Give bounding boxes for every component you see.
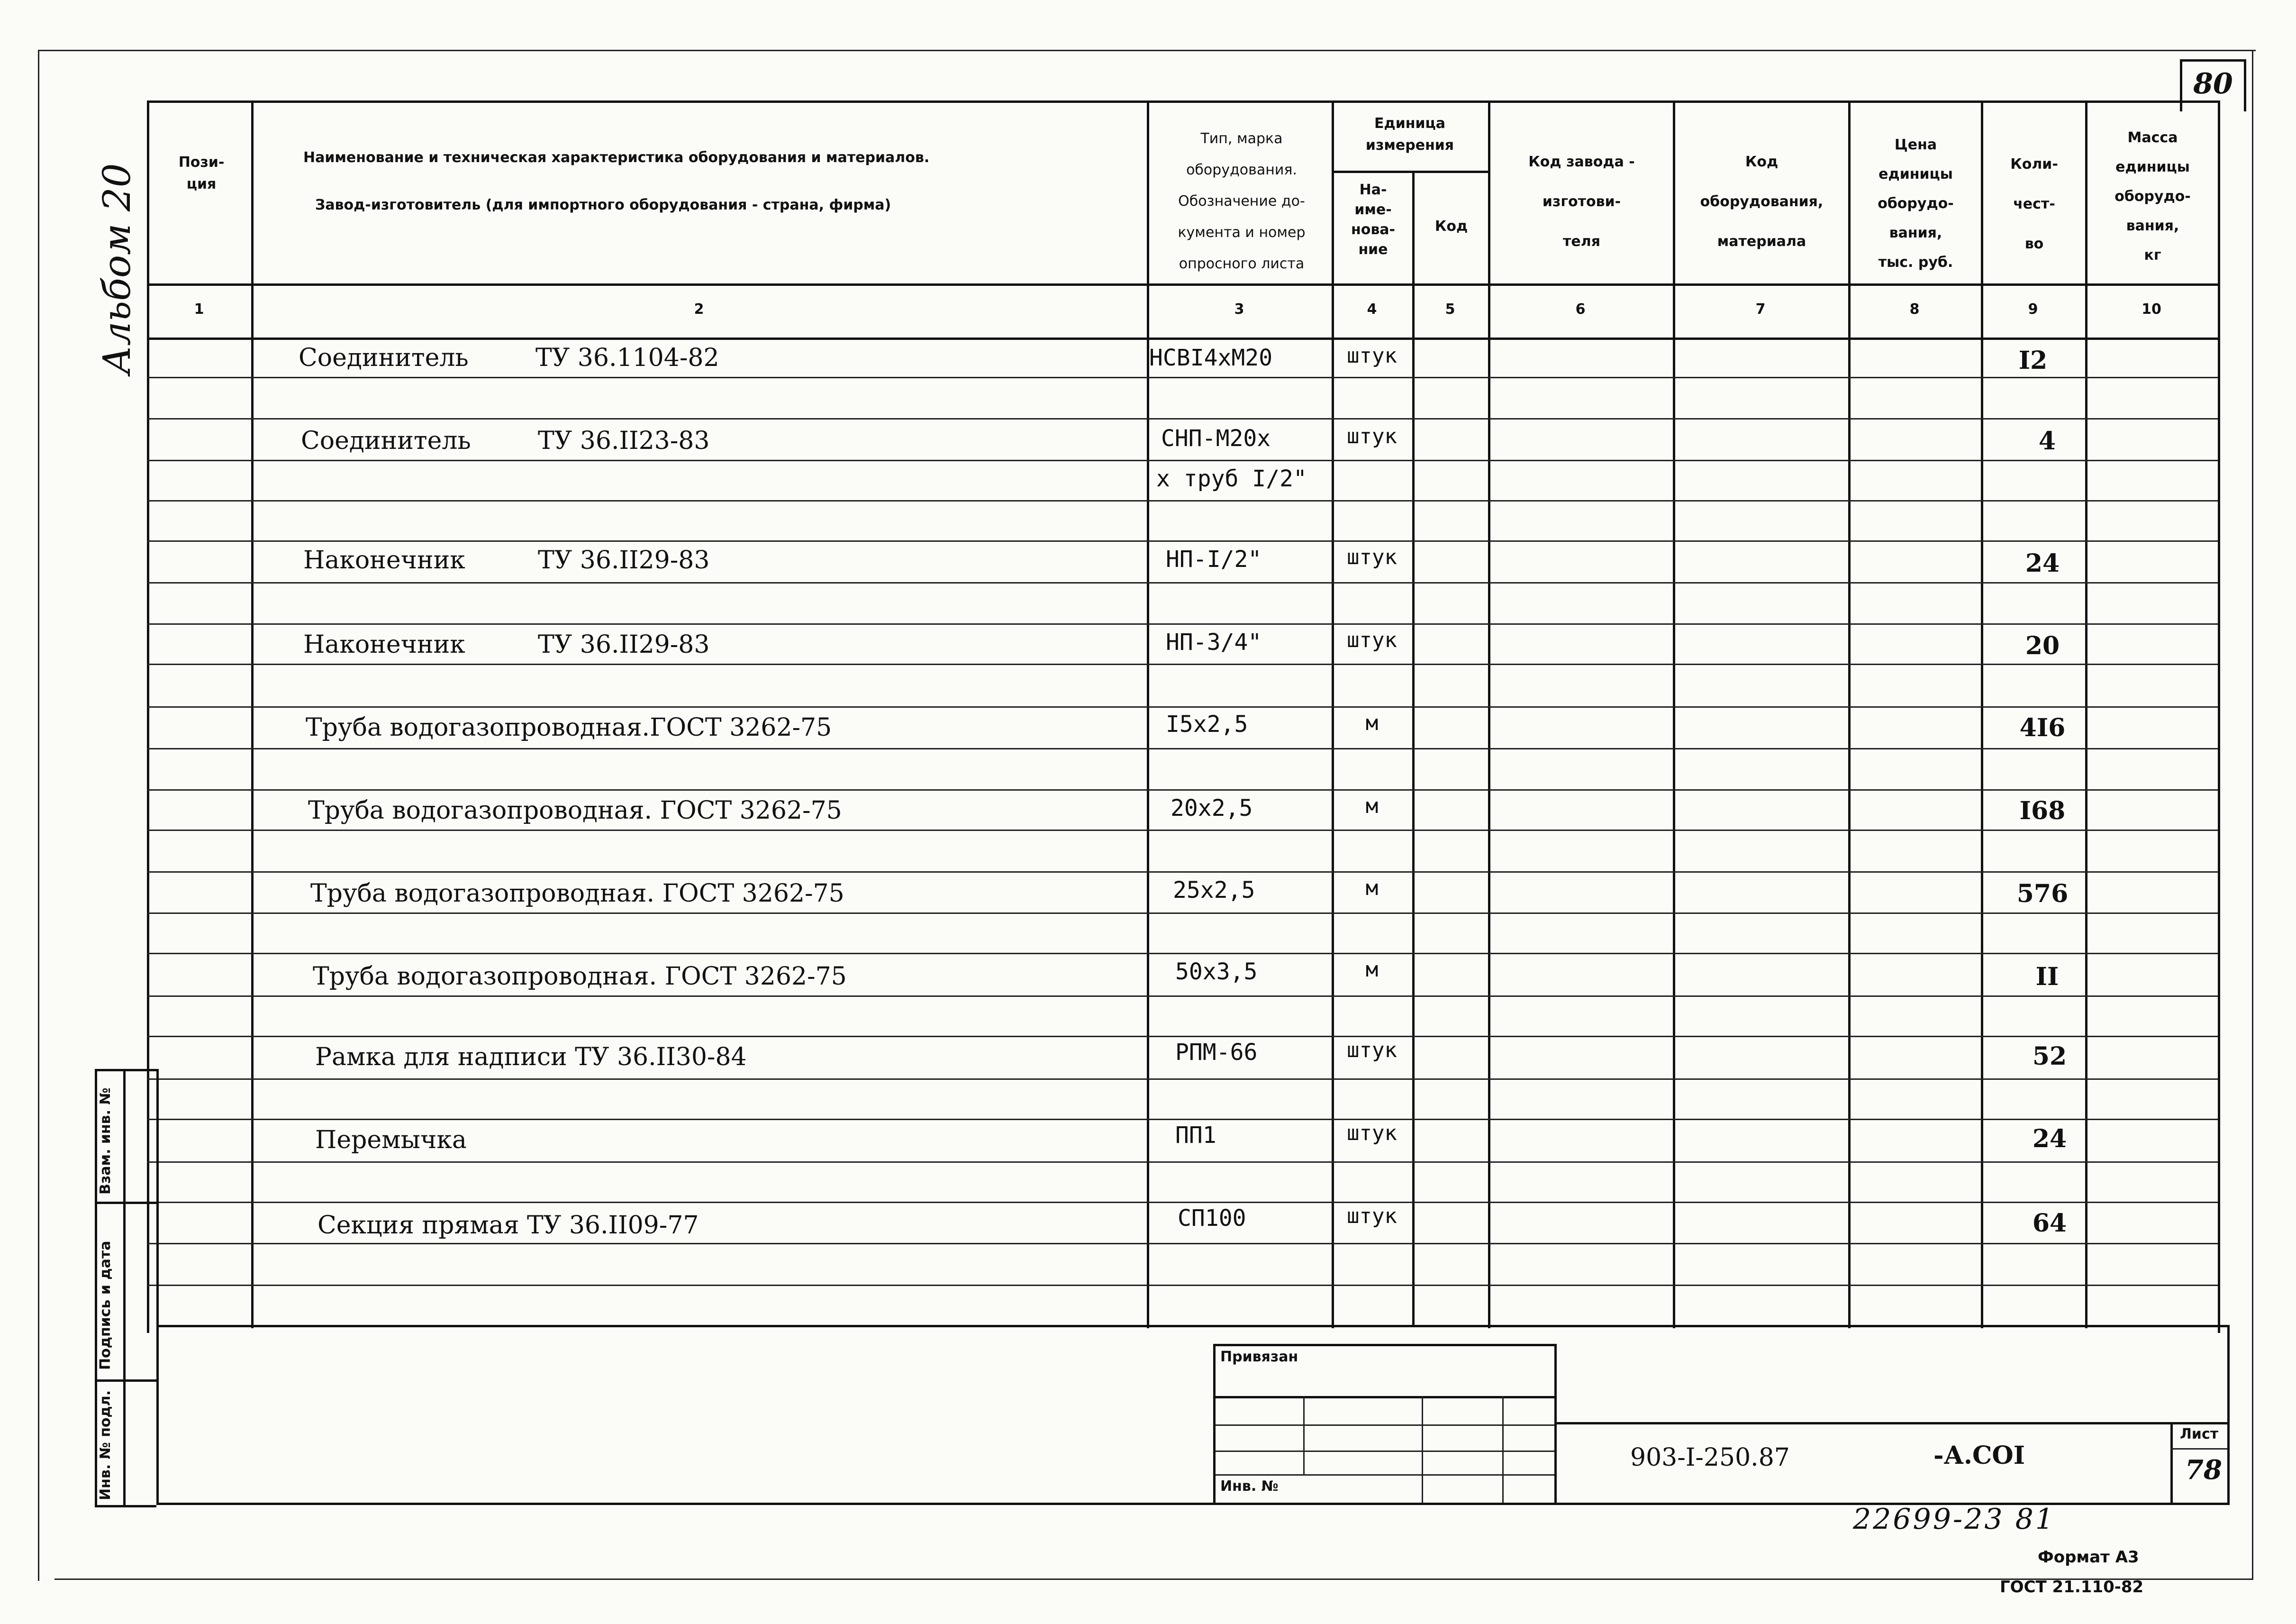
corner-sheet-number: 80 bbox=[2193, 67, 2233, 100]
document-code: 903-I-250.87 bbox=[1630, 1443, 1790, 1472]
item-type: 50х3,5 bbox=[1175, 958, 1258, 985]
item-name: Наконечник bbox=[303, 546, 465, 575]
item-name: Труба водогазопроводная. ГОСТ 3262-75 bbox=[310, 879, 844, 908]
item-type: 25х2,5 bbox=[1173, 877, 1255, 903]
item-spec: ТУ 36.II23-83 bbox=[538, 427, 710, 455]
item-type: СП100 bbox=[1178, 1205, 1246, 1232]
item-name: Труба водогазопроводная. ГОСТ 3262-75 bbox=[308, 796, 842, 825]
item-unit: штук bbox=[1347, 1121, 1397, 1145]
item-unit: штук bbox=[1347, 628, 1397, 652]
colnum-4: 4 bbox=[1367, 301, 1377, 318]
colnum-1: 1 bbox=[194, 301, 204, 318]
item-qty: 4I6 bbox=[2019, 713, 2066, 742]
item-unit: м bbox=[1365, 711, 1379, 735]
colnum-7: 7 bbox=[1755, 301, 1766, 318]
item-qty: 24 bbox=[2032, 1124, 2067, 1153]
item-name: Рамка для надписи ТУ 36.II30-84 bbox=[315, 1043, 747, 1071]
privyazan-label: Привязан bbox=[1220, 1349, 1298, 1365]
item-spec: ТУ 36.II29-83 bbox=[538, 546, 710, 575]
item-type: РПМ-66 bbox=[1175, 1039, 1258, 1066]
item-name: Труба водогазопроводная.ГОСТ 3262-75 bbox=[306, 713, 832, 742]
item-type: 20х2,5 bbox=[1171, 795, 1253, 821]
header-type: Тип, марка оборудования. Обозначение до- кумента и номер опросного листа bbox=[1178, 130, 1306, 272]
item-spec: ТУ 36.1104-82 bbox=[535, 344, 719, 372]
item-name: Соединитель bbox=[301, 427, 471, 455]
header-name-line1: Наименование и техническая характеристика оборудования и материалов. bbox=[303, 149, 930, 166]
item-qty: 20 bbox=[2025, 631, 2060, 660]
inv-no-label: Инв. № bbox=[1220, 1478, 1279, 1495]
item-unit: штук bbox=[1347, 424, 1397, 448]
header-name-line2: Завод-изготовитель (для импортного оборудования - страна, фирма) bbox=[315, 197, 891, 213]
item-name: Соединитель bbox=[299, 344, 469, 372]
side-label-vzam: Взам. инв. № bbox=[97, 1087, 114, 1195]
header-plant-code: Код завода - изготови- теля bbox=[1528, 154, 1635, 250]
item-qty: 24 bbox=[2025, 549, 2060, 578]
item-unit: штук bbox=[1347, 344, 1397, 368]
item-qty: 576 bbox=[2016, 879, 2069, 908]
sheet-label: Лист bbox=[2180, 1426, 2219, 1442]
item-type: ПП1 bbox=[1175, 1122, 1216, 1149]
header-price: Цена единицы оборудо- вания, тыс. руб. bbox=[1878, 137, 1954, 271]
item-type-cont: х труб I/2" bbox=[1156, 465, 1307, 492]
side-label-inv-podl: Инв. № подл. bbox=[97, 1390, 114, 1500]
album-label: Альбом 20 bbox=[95, 163, 139, 374]
header-equipment-code: Код оборудования, материала bbox=[1700, 154, 1824, 250]
item-qty: I68 bbox=[2019, 796, 2066, 825]
item-unit: штук bbox=[1347, 545, 1397, 569]
item-qty: 4 bbox=[2038, 427, 2056, 456]
item-type: НП-3/4" bbox=[1166, 629, 1262, 656]
item-unit: м bbox=[1365, 958, 1379, 982]
gost-label: ГОСТ 21.110-82 bbox=[2000, 1578, 2144, 1597]
item-qty: I2 bbox=[2018, 346, 2048, 375]
item-unit: м bbox=[1365, 794, 1379, 818]
colnum-2: 2 bbox=[694, 301, 704, 318]
item-qty: II bbox=[2035, 962, 2059, 991]
item-unit: штук bbox=[1347, 1204, 1397, 1228]
header-quantity: Коли- чест- во bbox=[2010, 156, 2058, 252]
document-suffix: -А.СОI bbox=[1933, 1441, 2025, 1470]
colnum-9: 9 bbox=[2028, 301, 2038, 318]
header-unit-name: На- име- нова- ние bbox=[1351, 182, 1396, 258]
format-label: Формат А3 bbox=[2038, 1548, 2139, 1567]
item-type: СНП-М20х bbox=[1161, 425, 1271, 452]
side-label-podpis: Подпись и дата bbox=[97, 1241, 114, 1370]
colnum-5: 5 bbox=[1445, 301, 1455, 318]
item-name: Секция прямая ТУ 36.II09-77 bbox=[318, 1211, 699, 1240]
colnum-8: 8 bbox=[1909, 301, 1920, 318]
item-type: I5х2,5 bbox=[1166, 711, 1248, 738]
colnum-6: 6 bbox=[1575, 301, 1586, 318]
sheet-number: 78 bbox=[2185, 1454, 2222, 1486]
header-unit-group: Единица измерения bbox=[1365, 115, 1454, 154]
colnum-3: 3 bbox=[1234, 301, 1244, 318]
item-name: Перемычка bbox=[315, 1126, 467, 1154]
header-mass: Масса единицы оборудо- вания, кг bbox=[2114, 129, 2191, 264]
item-name: Наконечник bbox=[303, 630, 465, 659]
header-unit-code: Код bbox=[1434, 218, 1468, 235]
item-unit: штук bbox=[1347, 1038, 1397, 1062]
item-unit: м bbox=[1365, 876, 1379, 900]
item-name: Труба водогазопроводная. ГОСТ 3262-75 bbox=[313, 962, 847, 991]
item-type: НП-I/2" bbox=[1166, 546, 1262, 573]
item-qty: 64 bbox=[2032, 1209, 2067, 1238]
header-position: Пози- ция bbox=[178, 154, 225, 192]
colnum-10: 10 bbox=[2142, 301, 2161, 318]
archive-number: 22699-23 81 bbox=[1853, 1503, 2055, 1536]
item-spec: ТУ 36.II29-83 bbox=[538, 630, 710, 659]
item-qty: 52 bbox=[2032, 1042, 2067, 1071]
corner-sheet-box bbox=[2180, 59, 2246, 111]
item-type: НСВI4хМ20 bbox=[1149, 345, 1273, 371]
